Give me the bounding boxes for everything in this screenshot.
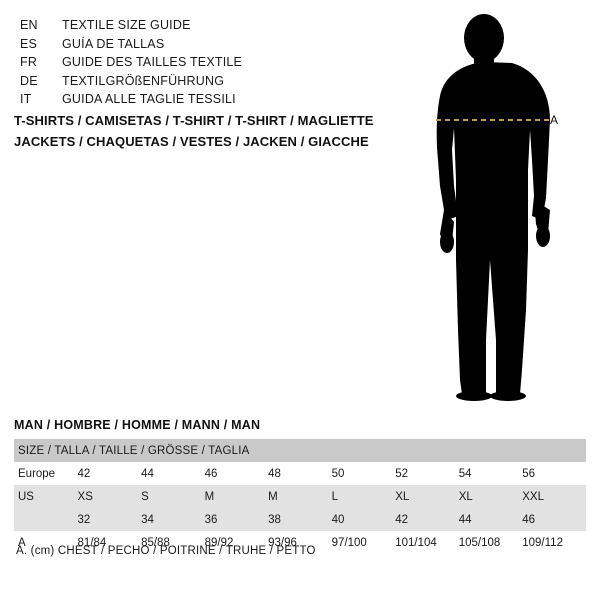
language-row bbox=[20, 72, 380, 91]
table-cell: 101/104 bbox=[395, 531, 459, 554]
table-cell: 40 bbox=[332, 508, 396, 531]
table-cell: 85/88 bbox=[141, 531, 205, 554]
table-cell: 56 bbox=[522, 462, 586, 485]
row-label bbox=[14, 508, 78, 531]
table-cell: 93/96 bbox=[268, 531, 332, 554]
language-text: TEXTILGRÖßENFÜHRUNG bbox=[62, 73, 225, 88]
language-text: GUIDE DES TAILLES TEXTILE bbox=[62, 55, 243, 69]
table-cell: 105/108 bbox=[459, 531, 523, 554]
row-label: US bbox=[14, 485, 78, 508]
table-cell: 42 bbox=[78, 462, 142, 485]
table-title: MAN / HOMBRE / HOMME / MANN / MAN bbox=[14, 418, 261, 432]
figure-illustration bbox=[400, 10, 600, 410]
table-cell: 34 bbox=[141, 508, 205, 531]
table-cell: 81/84 bbox=[78, 531, 142, 554]
table-cell: XL bbox=[459, 485, 523, 508]
language-row bbox=[20, 90, 380, 109]
language-text: GUIDA ALLE TAGLIE TESSILI bbox=[62, 92, 236, 106]
table-cell: 89/92 bbox=[205, 531, 269, 554]
language-header-block bbox=[20, 16, 380, 109]
table-cell: XXL bbox=[522, 485, 586, 508]
table-cell: 109/112 bbox=[522, 531, 586, 554]
male-silhouette-icon bbox=[400, 10, 600, 410]
table-cell: 44 bbox=[459, 508, 523, 531]
table-row bbox=[14, 508, 586, 531]
table-cell: M bbox=[205, 485, 269, 508]
row-label: Europe bbox=[14, 462, 78, 485]
table-row bbox=[14, 462, 586, 485]
table-cell: 46 bbox=[205, 462, 269, 485]
table-cell: L bbox=[332, 485, 396, 508]
language-code: ES bbox=[20, 36, 38, 51]
table-cell: 97/100 bbox=[332, 531, 396, 554]
table-cell: 48 bbox=[268, 462, 332, 485]
category-line-tshirts: T-SHIRTS / CAMISETAS / T-SHIRT / T-SHIRT / MAGLIETTE bbox=[14, 113, 374, 128]
measure-label-a: A bbox=[550, 113, 559, 127]
table-cell: 38 bbox=[268, 508, 332, 531]
table-cell: 32 bbox=[78, 508, 142, 531]
row-label: A bbox=[14, 531, 78, 554]
measure-dash-connector: - - bbox=[536, 115, 551, 129]
table-cell: 42 bbox=[395, 508, 459, 531]
table-cell: S bbox=[141, 485, 205, 508]
language-code: IT bbox=[20, 92, 32, 106]
table-cell: 46 bbox=[522, 508, 586, 531]
category-block bbox=[14, 110, 414, 152]
size-table-block bbox=[14, 418, 586, 554]
language-code: DE bbox=[20, 73, 38, 88]
language-row bbox=[20, 16, 380, 35]
category-line-jackets: JACKETS / CHAQUETAS / VESTES / JACKEN / GIACCHE bbox=[14, 134, 369, 149]
table-row-header bbox=[14, 439, 586, 462]
table-cell: 50 bbox=[332, 462, 396, 485]
language-text: GUÍA DE TALLAS bbox=[62, 36, 165, 51]
language-row bbox=[20, 53, 380, 72]
table-cell: 44 bbox=[141, 462, 205, 485]
size-table bbox=[14, 439, 586, 554]
language-code: EN bbox=[20, 18, 38, 32]
table-cell: 54 bbox=[459, 462, 523, 485]
table-row bbox=[14, 485, 586, 508]
table-cell: XS bbox=[78, 485, 142, 508]
footnote: A. (cm) CHEST / PECHO / POITRINE / TRUHE / PETTO bbox=[16, 545, 316, 557]
table-cell: M bbox=[268, 485, 332, 508]
table-header-label: SIZE / TALLA / TAILLE / GRÖSSE / TAGLIA bbox=[14, 439, 586, 462]
language-code: FR bbox=[20, 55, 38, 69]
table-cell: XL bbox=[395, 485, 459, 508]
table-cell: 52 bbox=[395, 462, 459, 485]
table-cell: 36 bbox=[205, 508, 269, 531]
language-row bbox=[20, 35, 380, 54]
language-text: TEXTILE SIZE GUIDE bbox=[62, 18, 191, 32]
